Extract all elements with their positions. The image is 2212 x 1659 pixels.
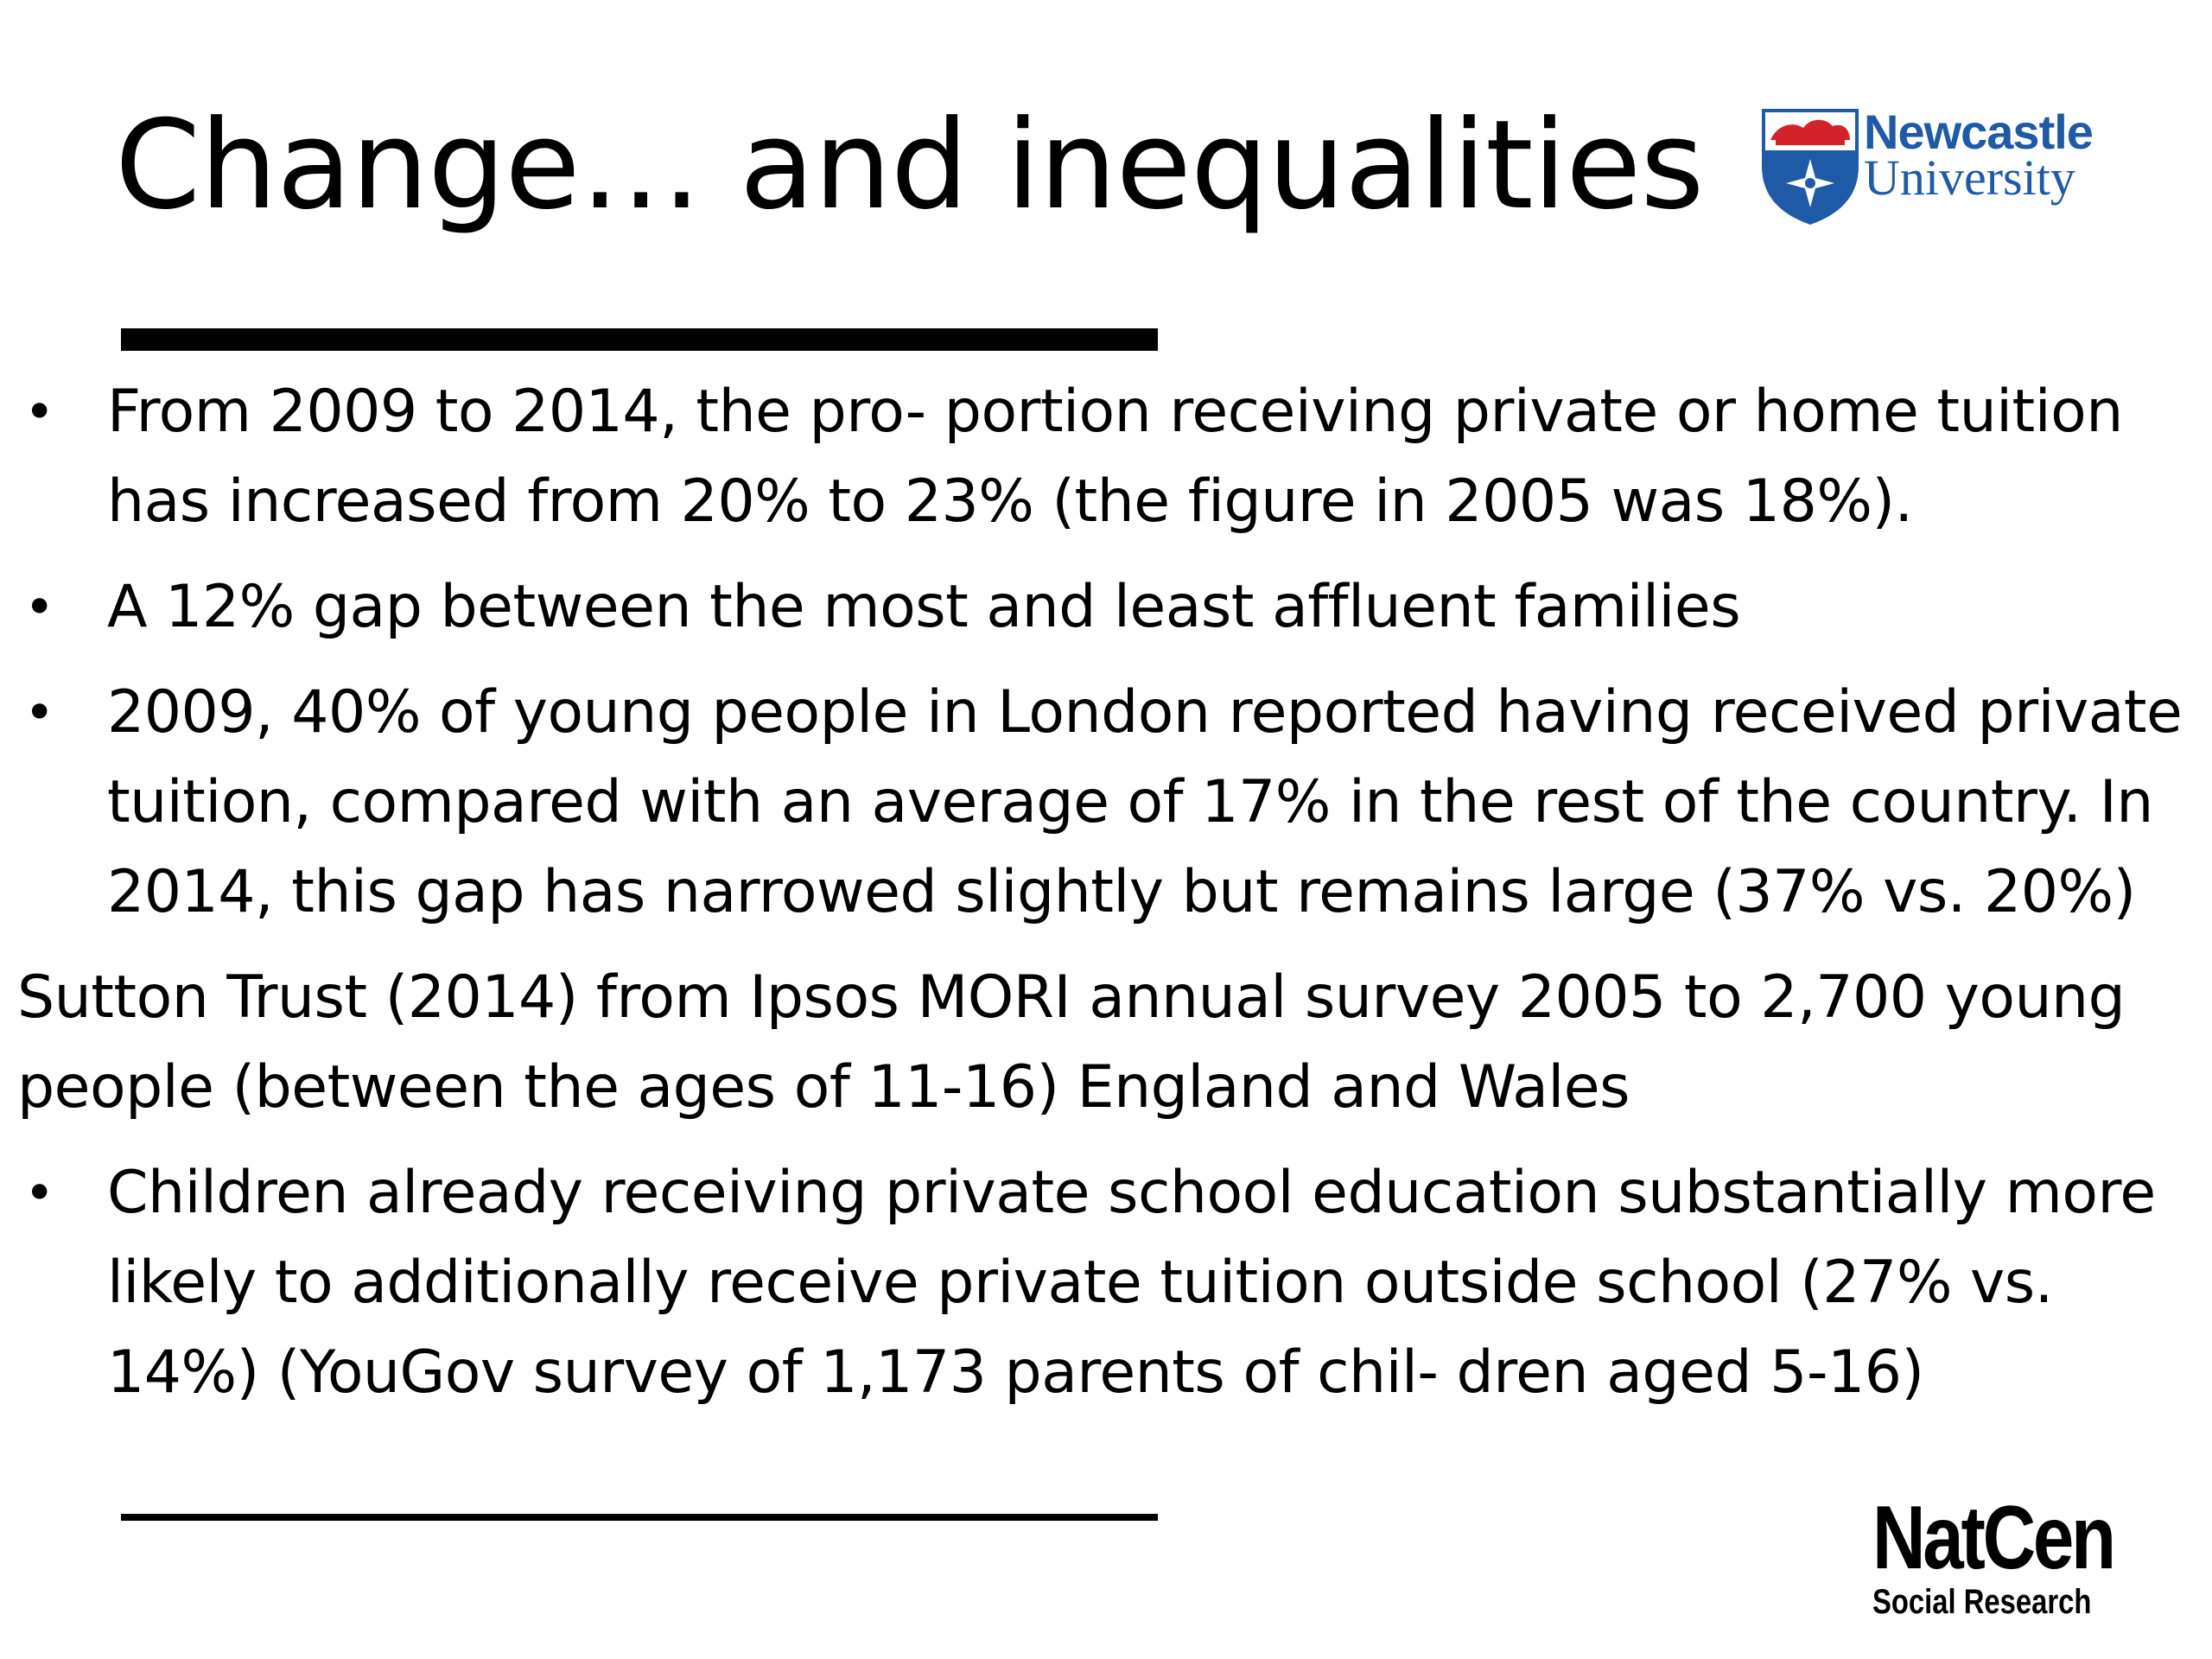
- slide-title: Change… and inequalities: [115, 94, 1704, 237]
- natcen-wordmark: NatCen: [1872, 1488, 2113, 1588]
- bullet-item: [17, 668, 2203, 938]
- newcastle-wordmark: Newcastle: [1864, 105, 2093, 159]
- bullet-marker: •: [24, 683, 54, 743]
- shield-crest-icon: [1758, 105, 1862, 226]
- title-divider: [121, 328, 1158, 351]
- bullet-marker: •: [24, 1163, 54, 1224]
- bullet-text: 2009, 40% of young people in London reported having received private tuition, compared with an average of 17% in the rest of the country. In 2014, this gap has narrowed slightly but remains large (37% vs. 20%): [107, 678, 2183, 926]
- newcastle-university-logo: [1758, 105, 2121, 226]
- bullet-marker: •: [24, 382, 54, 442]
- source-note: Sutton Trust (2014) from Ipsos MORI annual survey 2005 to 2,700 young people (between the ages of 11-16) England and Wales: [17, 963, 2126, 1122]
- bullet-item: [17, 367, 2203, 547]
- natcen-logo: [1849, 1488, 2113, 1621]
- bullet-text: From 2009 to 2014, the pro- portion receiving private or home tuition has increased from 20% to 23% (the figure in 2005 was 18%).: [107, 378, 2123, 536]
- natcen-tagline: Social Research: [1872, 1583, 2092, 1621]
- bullet-marker: •: [24, 577, 54, 638]
- bullet-item: [17, 1148, 2203, 1418]
- slide-body: [17, 367, 2203, 1433]
- university-wordmark: University: [1864, 149, 2075, 206]
- footer-divider: [121, 1514, 1158, 1521]
- bullet-text: Children already receiving private school education substantially more likely to additionally receive private tuition outside school (27% vs. 14%) (YouGov survey of 1,173 parents of chil- dren aged 5-16): [107, 1159, 2156, 1407]
- bullet-item: [17, 563, 2203, 652]
- bullet-text: A 12% gap between the most and least affluent families: [107, 573, 1741, 641]
